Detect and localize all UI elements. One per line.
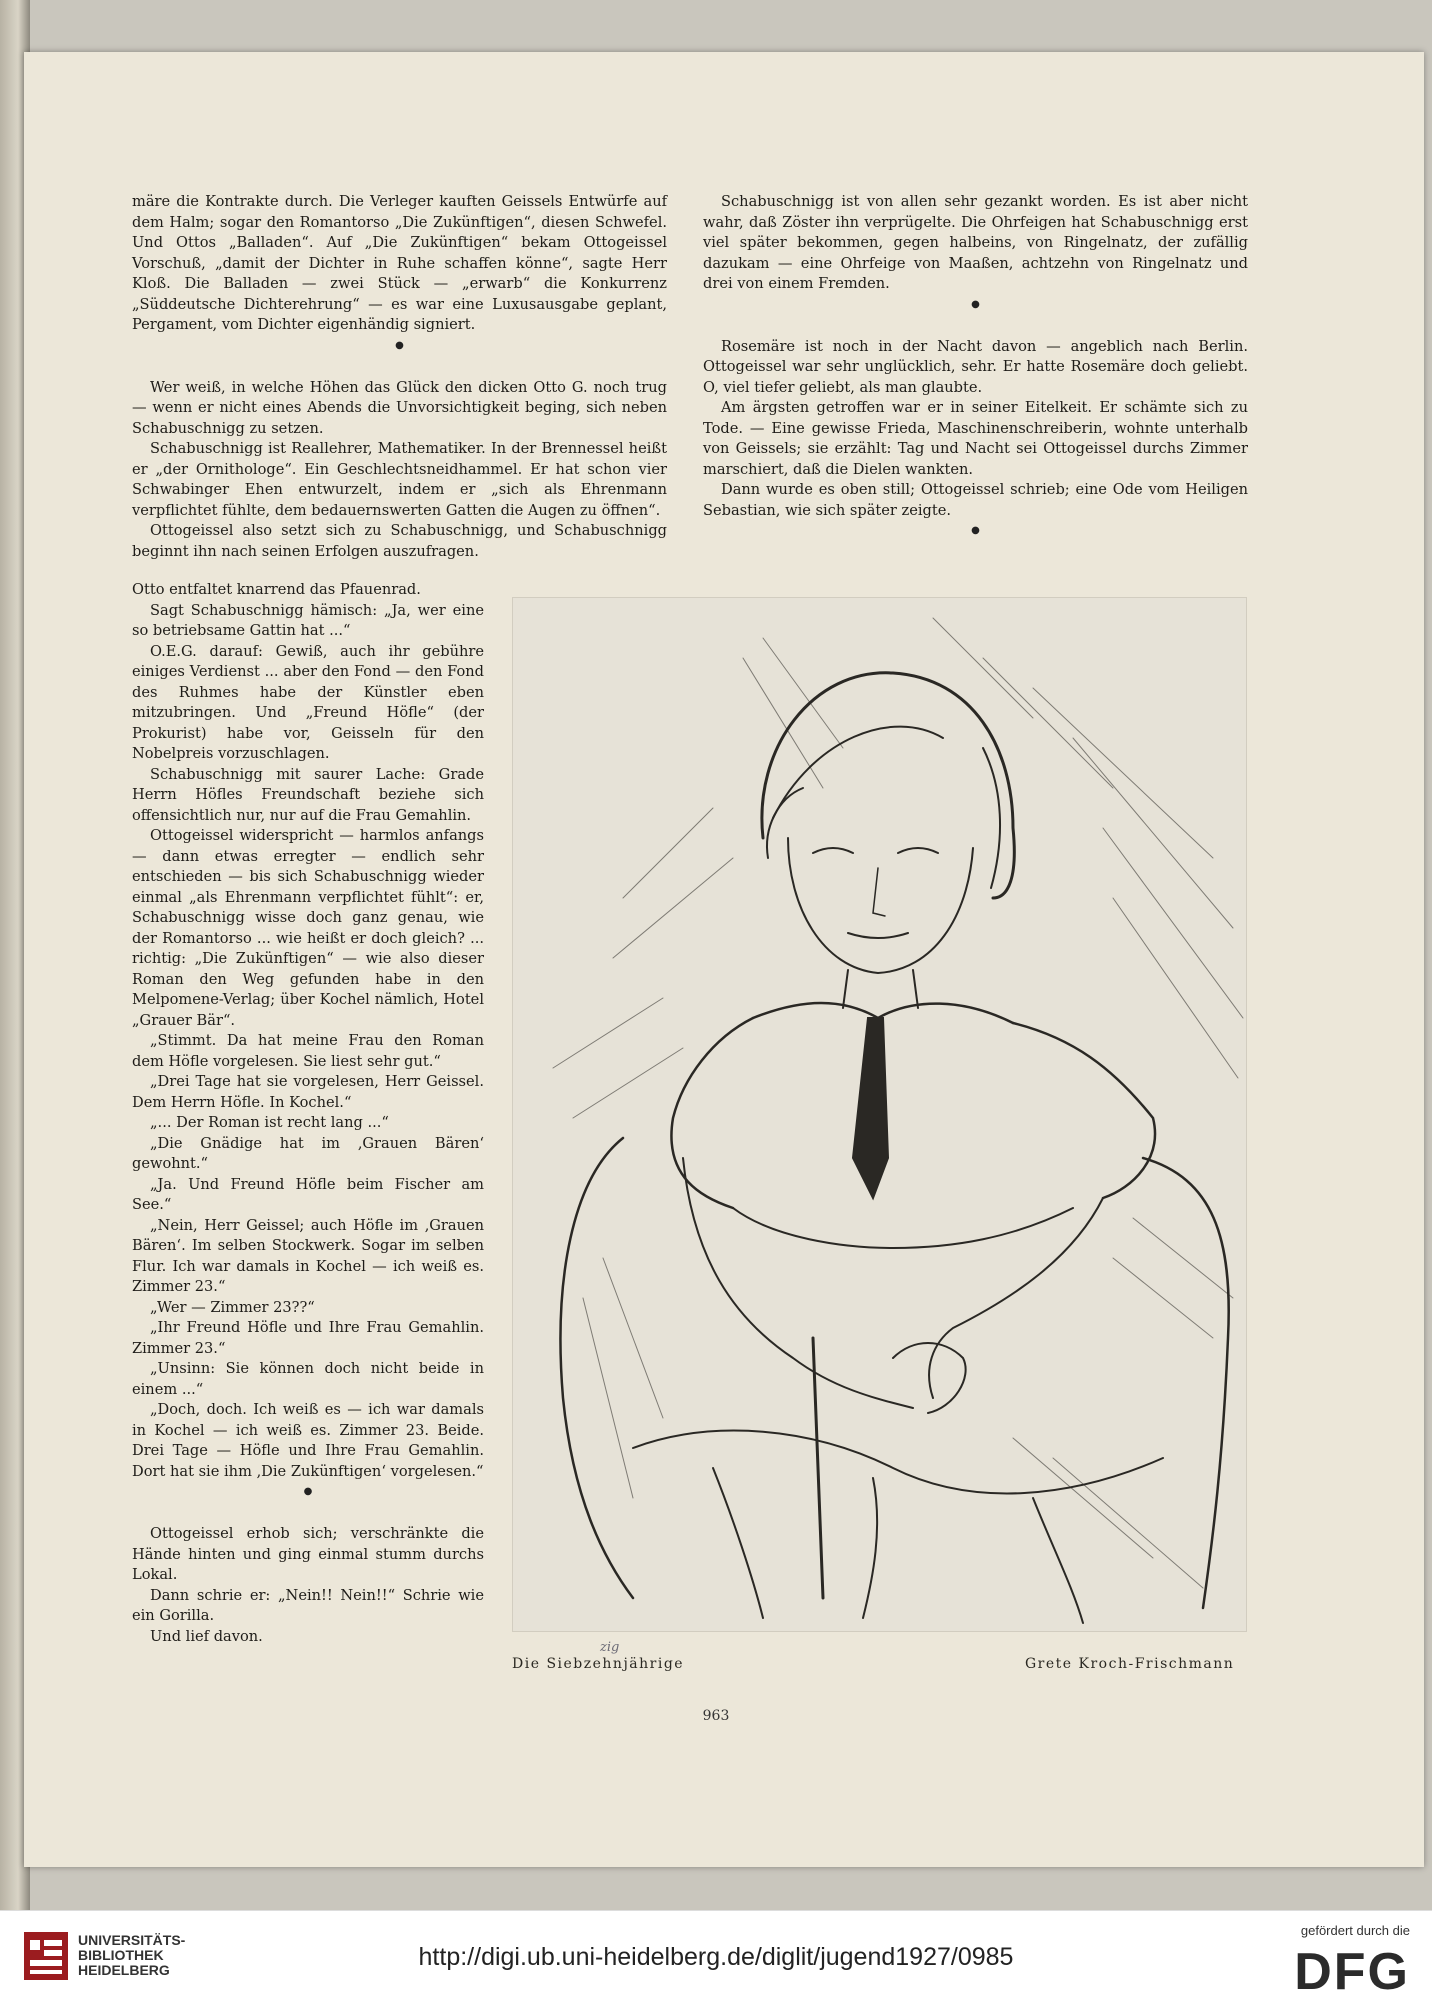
paragraph: Schabuschnigg ist Reallehrer, Mathematiker. In der Brennessel heißt er „der Ornithologe“. Ein Geschlechtsneidhammel. Er hat schon vier Schwabinger Ehen entwurzelt, indem er „sich als Ehrenmann verpflichtet fühlte, dem bedauernswerten Gatten die Augen zu öffnen“. <box>132 440 667 519</box>
paragraph: Schabuschnigg mit saurer Lache: Grade Herrn Höfles Freundschaft beziehe sich offensichtlich nur, nur auf die Frau Gemahlin. <box>132 765 484 824</box>
section-divider-star: ● <box>395 339 404 351</box>
library-name-line: UNIVERSITÄTS- <box>78 1932 186 1948</box>
paragraph: „Die Gnädige hat im ‚Grauen Bären‘ gewohnt.“ <box>132 1134 484 1172</box>
funder-label: gefördert durch die <box>1300 1923 1410 1938</box>
paragraph: „Drei Tage hat sie vorgelesen, Herr Geissel. Dem Herrn Höfle. In Kochel.“ <box>132 1073 484 1111</box>
paragraph: Dann wurde es oben still; Ottogeissel schrieb; eine Ode vom Heiligen Sebastian, wie sich später zeigte. <box>703 481 1248 519</box>
paragraph: „Stimmt. Da hat meine Frau den Roman dem Höfle vorgelesen. Sie liest sehr gut.“ <box>132 1032 484 1070</box>
paragraph: O.E.G. darauf: Gewiß, auch ihr gebühre einiges Verdienst ... aber den Fond — den Fond des Ruhmes habe der Künstler eben mitzubringen. Und „Freund Höfle“ (der Prokurist) habe vor, Geisseln für den Nobelpreis vorzuschlagen. <box>132 642 484 762</box>
paragraph: „... Der Roman ist recht lang ...“ <box>150 1114 389 1131</box>
paragraph: „Wer — Zimmer 23??“ <box>150 1298 315 1316</box>
paragraph: Und lief davon. <box>150 1627 263 1645</box>
illustration-title: Die Siebzehnjährige <box>512 1656 685 1672</box>
paragraph: „Doch, doch. Ich weiß es — ich war damals in Kochel — ich weiß es. Zimmer 23. Beide. Drei Tage — Höfle und Ihre Frau Gemahlin. Dort hat sie ihm ‚Die Zukünftigen‘ vorgelesen.“ <box>132 1401 484 1480</box>
illustration-artist: Grete Kroch-Frischmann <box>1025 1656 1235 1672</box>
right-column <box>703 192 1248 541</box>
footer-bar <box>0 1910 1432 2007</box>
library-name-line: HEIDELBERG <box>78 1962 170 1978</box>
left-column-narrow <box>132 580 484 1647</box>
paragraph: „Ihr Freund Höfle und Ihre Frau Gemahlin. Zimmer 23.“ <box>132 1319 484 1357</box>
left-column-top <box>132 192 667 562</box>
paragraph: Ottogeissel also setzt sich zu Schabuschnigg, und Schabuschnigg beginnt ihn nach seinen Erfolgen auszufragen. <box>132 522 667 560</box>
paragraph: Ottogeissel widerspricht — harmlos anfangs — dann etwas erregter — endlich sehr entschieden — bis sich Schabuschnigg wieder einmal „als Ehrenmann verpflichtet fühlt“: er, Schabuschnigg wisse doch ganz genau, wie der Romantorso ... wie heißt er doch gleich? ... richtig: „Die Zukünftigen“ — wie also dieser Roman den Weg gefunden habe in den Melpomene-Verlag; über Kochel nämlich, Hotel „Grauer Bär“. <box>132 827 484 1029</box>
library-name-line: BIBLIOTHEK <box>78 1947 164 1963</box>
section-divider-star: ● <box>971 298 980 310</box>
page-number: 963 <box>702 1708 730 1724</box>
pencil-annotation: zig <box>600 1640 620 1655</box>
paragraph: Schabuschnigg ist von allen sehr gezankt worden. Es ist aber nicht wahr, daß Zöster ihn verprügelte. Die Ohrfeigen hat Schabuschnigg erst viel später bekommen, gegen halbeins, von Ringelnatz, der zufällig dazukam — eine Ohrfeige von Maaßen, achtzehn von Ringelnatz und drei von einem Fremden. <box>703 193 1248 292</box>
paragraph: Otto entfaltet knarrend das Pfauenrad. <box>132 581 421 598</box>
dfg-logo[interactable]: DFG <box>1294 1943 1410 2001</box>
paragraph: Rosemäre ist noch in der Nacht davon — angeblich nach Berlin. Ottogeissel war sehr unglücklich, sehr. Er hatte Rosemäre doch geliebt. O, viel tiefer geliebt, als man glaubte. <box>703 337 1248 396</box>
paragraph: Ottogeissel erhob sich; verschränkte die Hände hinten und ging einmal stumm durchs Lokal. <box>132 1525 484 1583</box>
paragraph: Sagt Schabuschnigg hämisch: „Ja, wer eine so betriebsame Gattin hat ...“ <box>132 601 484 639</box>
paragraph: Am ärgsten getroffen war er in seiner Eitelkeit. Er schämte sich zu Tode. — Eine gewisse Frieda, Maschinenschreiberin, wohnte unterhalb von Geissels; sie erzählt: Tag und Nacht sei Ottogeissel durchs Zimmer marschiert, daß die Dielen wankten. <box>703 399 1248 478</box>
portrait-drawing <box>513 598 1246 1631</box>
paragraph: „Ja. Und Freund Höfle beim Fischer am See.“ <box>132 1175 484 1213</box>
paragraph: märe die Kontrakte durch. Die Verleger kauften Geissels Entwürfe auf dem Halm; sogar den Romantorso „Die Zukünftigen“, diesen Schwefel. Und Ottos „Balladen“. Auf „Die Zukünftigen“ bekam Ottogeissel Vorschuß, „damit der Dichter in Ruhe schaffen könne“, sagte Herr Kloß. Die Balladen — zwei Stück — „erwarb“ die Konkurrenz „Süddeutsche Dichterehrung“ — es war eine Luxusausgabe geplant, Pergament, vom Dichter eigenhändig signiert. <box>132 193 667 333</box>
paragraph: „Nein, Herr Geissel; auch Höfle im ‚Grauen Bären‘. Im selben Stockwerk. Sogar im selben Flur. Ich war damals in Kochel — ich weiß es. Zimmer 23.“ <box>132 1216 484 1295</box>
source-url[interactable]: http://digi.ub.uni-heidelberg.de/diglit/jugend1927/0985 <box>418 1943 1014 1971</box>
paragraph: „Unsinn: Sie können doch nicht beide in einem ...“ <box>132 1360 484 1398</box>
paragraph: Dann schrie er: „Nein!! Nein!!“ Schrie wie ein Gorilla. <box>132 1586 484 1624</box>
paragraph: Wer weiß, in welche Höhen das Glück den dicken Otto G. noch trug — wenn er nicht eines Abends die Unvorsichtigkeit beging, sich neben Schabuschnigg zu setzen. <box>132 378 667 437</box>
etching-illustration <box>512 597 1247 1632</box>
section-divider-star: ● <box>303 1486 313 1497</box>
section-divider-star: ● <box>971 525 980 536</box>
